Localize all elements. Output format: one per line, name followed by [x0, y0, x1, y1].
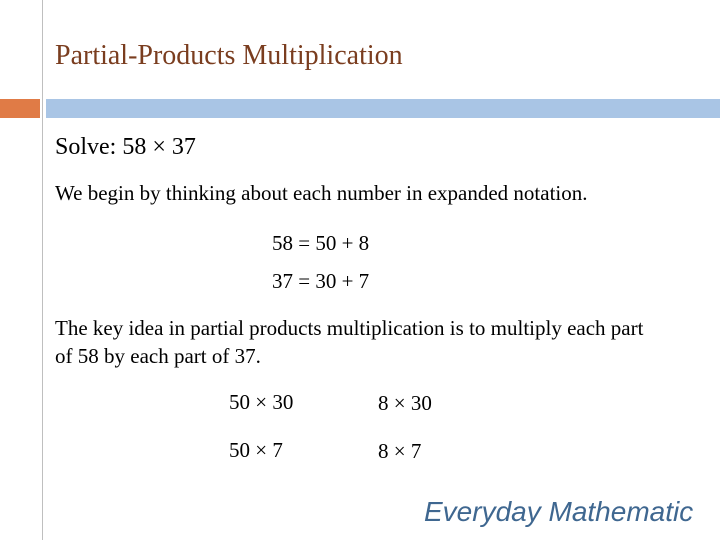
intro-text: We begin by thinking about each number in expanded notation. — [55, 181, 588, 205]
partial-product-50x7: 50 × 7 — [229, 438, 283, 462]
partial-product-50x30: 50 × 30 — [229, 390, 294, 414]
accent-bar-blue — [46, 99, 720, 118]
slide-title: Partial-Products Multiplication — [55, 40, 403, 71]
left-divider-line — [42, 0, 43, 540]
key-idea-text: The key idea in partial products multiplication is to multiply each part of 58 by each part of 37. — [55, 316, 644, 368]
expanded-form-58: 58 = 50 + 8 — [272, 231, 370, 255]
partial-product-8x7: 8 × 7 — [378, 439, 422, 463]
accent-bar-orange — [0, 99, 40, 118]
everyday-mathematics-logo-text: Everyday Mathematic — [424, 496, 694, 527]
expanded-form-37: 37 = 30 + 7 — [272, 269, 370, 293]
problem-statement: Solve: 58 × 37 — [55, 134, 196, 160]
partial-product-8x30: 8 × 30 — [378, 391, 432, 415]
